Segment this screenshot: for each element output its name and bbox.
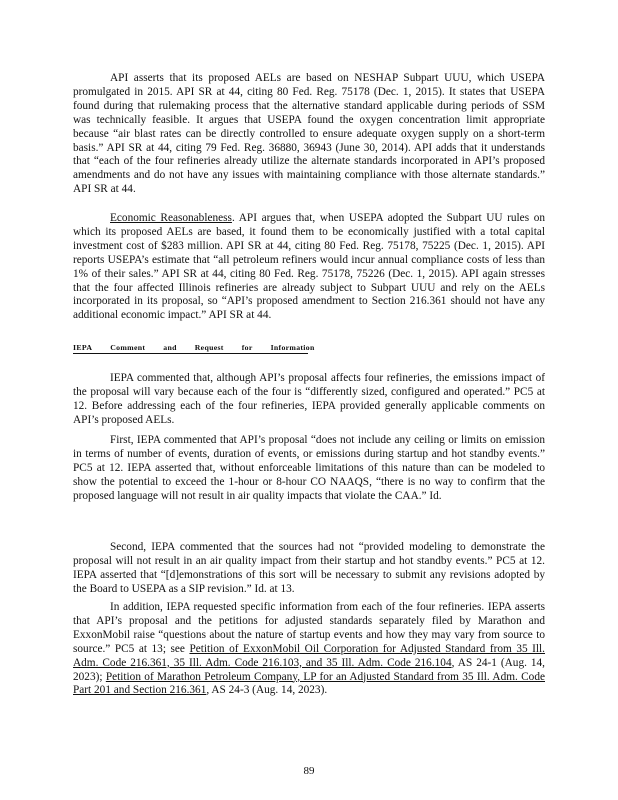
paragraph-in-addition	[73, 601, 545, 698]
paragraph-api-assertions: API asserts that its proposed AELs are based on NESHAP Subpart UUU, which USEPA promulgated in 2015. API SR at 44, citing 80 Fed. Reg. 75178 (Dec. 1, 2015). It states that USEPA found during that rulemaking process that the alternative standard applicable during periods of SSM was technically feasible. It argues that USEPA found the oxygen concentration limit appropriate because “air blast rates can be directly controlled to ensure adequate oxygen supply on a short-term basis.” API SR at 44, citing 79 Fed. Reg. 36880, 36943 (June 30, 2014). API adds that it understands that “each of the four refineries already utilize the alternate standards incorporated in API’s proposed amendments and do not have any issues with maintaining compliance with those alternate standards.” API SR at 44.	[73, 72, 545, 196]
paragraph-text: , AS 24-1 (Aug. 14, 2023);	[73, 656, 546, 683]
page-number: 89	[303, 765, 315, 777]
heading-word: Request	[194, 343, 224, 352]
subheading-economic-reasonableness: Economic Reasonableness	[110, 212, 232, 224]
paragraph-economic-text: . API argues that, when USEPA adopted the Subpart UU rules on which its proposed AELs are based, it found them to be economically justified with a total capital investment cost of $283 million. API SR at 44, citing 80 Fed. Reg. 75178, 75225 (Dec. 1, 2015). API reports USEPA’s estimate that “all petroleum refiners would incur annual compliance costs of less than 1% of their sales.” API SR at 44, citing 80 Fed. Reg. 75178, 75226 (Dec. 1, 2015). API again stresses that the four affected Illinois refineries are already subject to Subpart UUU and rely on the AELs incorporated in its proposal, so “API’s proposed amendment to Section 216.361 should not have any additional economic impact.” API SR at 44.	[73, 212, 546, 322]
paragraph-first-iepa: First, IEPA commented that API’s proposal “does not include any ceiling or limits on emission in terms of number of events, duration of events, or emissions during startup and hot standby events.” PC5 at 12. IEPA asserted that, without enforceable limitations of this nature than can be modeled to show the potential to exceed the 1-hour or 8-hour CO NAAQS, “there is no way to confirm that the proposed language will not result in air quality impacts that violate the CAA.” Id.	[73, 434, 545, 502]
paragraph-iepa-commented: IEPA commented that, although API’s proposal affects four refineries, the emissions impact of the proposal will vary because each of the four is “differently sized, configured and operated.” PC5 at 12. Before addressing each of the four refineries, IEPA provided generally applicable comments on API’s proposed AELs.	[73, 372, 545, 426]
heading-word: Comment	[110, 343, 146, 352]
paragraph-second-iepa: Second, IEPA commented that the sources had not “provided modeling to demonstrate the proposal will not result in an air quality impact from their startup and hot standby events.” PC5 at 12. IEPA asserted that “[d]emonstrations of this sort will be necessary to submit any revisions adopted by the Board to USEPA as a SIP revision.” Id. at 13.	[73, 541, 545, 595]
heading-word: and	[163, 343, 177, 352]
section-heading-iepa-comment	[73, 343, 315, 354]
citation-exxonmobil-petition: Petition of ExxonMobil Oil Corporation for Adjusted Standard from 35 Ill. Adm. Code 216.361, 35 Ill. Adm. Code 216.103, and 35 Ill. Adm. Code 216.104	[73, 642, 546, 669]
paragraph-text: , AS 24-3 (Aug. 14, 2023).	[206, 684, 328, 697]
heading-word: Information	[270, 343, 315, 352]
citation-marathon-petition: Petition of Marathon Petroleum Company, LP for an Adjusted Standard from 35 Ill. Adm. Code Part 201 and Section 216.361	[73, 670, 545, 697]
paragraph-text: In addition, IEPA requested specific information from each of the four refineries. IEPA asserts that API’s proposal and the petitions for adjusted standards separately filed by Marathon and ExxonMobil raise “questions about the nature of startup events and how they may vary from source to source.” PC5 at 13; see	[73, 601, 545, 655]
heading-word: for	[241, 343, 253, 352]
heading-word: IEPA	[73, 343, 93, 352]
paragraph-economic-reasonableness	[73, 212, 545, 323]
